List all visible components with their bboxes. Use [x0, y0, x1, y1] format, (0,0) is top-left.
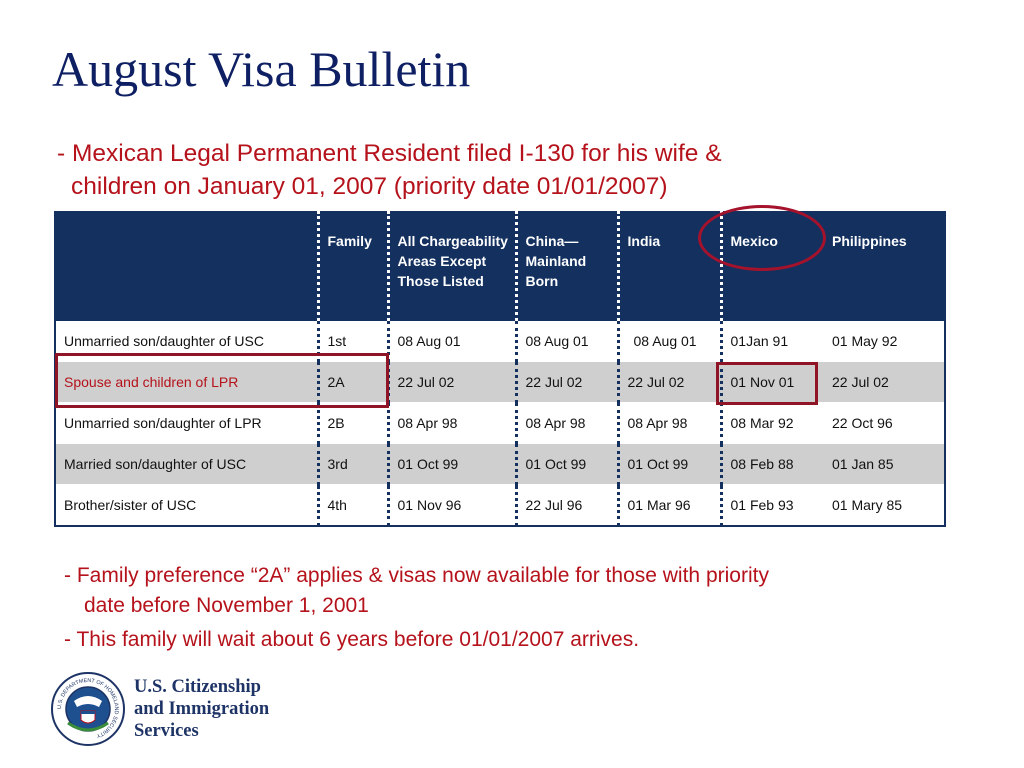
footer-logo — [50, 672, 269, 746]
agency-name — [134, 676, 269, 742]
intro-line-2: children on January 01, 2007 (priority date 01/01/2007) — [71, 173, 668, 200]
row-all-chargeability: 01 Oct 99 — [388, 444, 516, 485]
note-1-line-2: date before November 1, 2001 — [84, 594, 369, 617]
table-row — [55, 485, 945, 527]
highlight-box-lpr-row — [55, 353, 389, 408]
seal-ring-text: U.S. DEPARTMENT OF HOMELAND SECURITY — [56, 677, 120, 739]
row-mexico: 08 Mar 92 — [721, 403, 824, 444]
row-category: Unmarried son/daughter of USC — [55, 321, 318, 362]
row-category: Spouse and children of LPR — [55, 362, 318, 403]
row-family: 2B — [318, 403, 388, 444]
row-mexico: 01Jan 91 — [721, 321, 824, 362]
header-cell-china: China— Mainland Born — [516, 212, 618, 321]
agency-line-3: Services — [134, 721, 199, 741]
note-wait — [64, 625, 944, 655]
row-mexico: 01 Nov 01 — [721, 362, 824, 403]
table-row — [55, 403, 945, 444]
row-philippines: 01 Mary 85 — [824, 485, 945, 527]
agency-line-1: U.S. Citizenship — [134, 677, 261, 697]
row-china: 22 Jul 02 — [516, 362, 618, 403]
row-india: 01 Oct 99 — [618, 444, 721, 485]
row-philippines: 01 Jan 85 — [824, 444, 945, 485]
row-all-chargeability: 08 Aug 01 — [388, 321, 516, 362]
row-all-chargeability: 22 Jul 02 — [388, 362, 516, 403]
row-category: Married son/daughter of USC — [55, 444, 318, 485]
note-1-line-1: - Family preference “2A” applies & visas now available for those with priority — [64, 564, 769, 587]
row-mexico: 01 Feb 93 — [721, 485, 824, 527]
row-category: Unmarried son/daughter of LPR — [55, 403, 318, 444]
row-family: 1st — [318, 321, 388, 362]
row-family: 3rd — [318, 444, 388, 485]
dhs-seal-icon — [50, 671, 126, 747]
row-china: 08 Aug 01 — [516, 321, 618, 362]
highlight-box-mexico-2a — [716, 362, 818, 405]
row-china: 08 Apr 98 — [516, 403, 618, 444]
header-cell-india: India — [618, 212, 721, 321]
intro-text — [57, 137, 857, 203]
table-row — [55, 444, 945, 485]
header-cell-philippines: Philippines — [824, 212, 945, 321]
row-india: 01 Mar 96 — [618, 485, 721, 527]
row-all-chargeability: 08 Apr 98 — [388, 403, 516, 444]
highlight-ellipse-mexico — [698, 205, 826, 271]
row-philippines: 22 Jul 02 — [824, 362, 945, 403]
row-india: 08 Aug 01 — [618, 321, 721, 362]
row-philippines: 01 May 92 — [824, 321, 945, 362]
header-cell-category — [55, 212, 318, 321]
header-cell-mexico: Mexico — [721, 212, 824, 321]
row-family: 4th — [318, 485, 388, 527]
row-category: Brother/sister of USC — [55, 485, 318, 527]
row-mexico: 08 Feb 88 — [721, 444, 824, 485]
row-family: 2A — [318, 362, 388, 403]
row-all-chargeability: 01 Nov 96 — [388, 485, 516, 527]
header-cell-all-chargeability: All Chargeability Areas Except Those Listed — [388, 212, 516, 321]
row-china: 22 Jul 96 — [516, 485, 618, 527]
note-preference — [64, 561, 944, 621]
note-2: - This family will wait about 6 years before 01/01/2007 arrives. — [64, 628, 640, 651]
row-philippines: 22 Oct 96 — [824, 403, 945, 444]
row-china: 01 Oct 99 — [516, 444, 618, 485]
row-india: 22 Jul 02 — [618, 362, 721, 403]
header-cell-family: Family — [318, 212, 388, 321]
row-india: 08 Apr 98 — [618, 403, 721, 444]
agency-line-2: and Immigration — [134, 699, 270, 719]
slide-title: August Visa Bulletin — [52, 41, 471, 97]
intro-line-1: - Mexican Legal Permanent Resident filed I-130 for his wife & — [57, 140, 722, 167]
